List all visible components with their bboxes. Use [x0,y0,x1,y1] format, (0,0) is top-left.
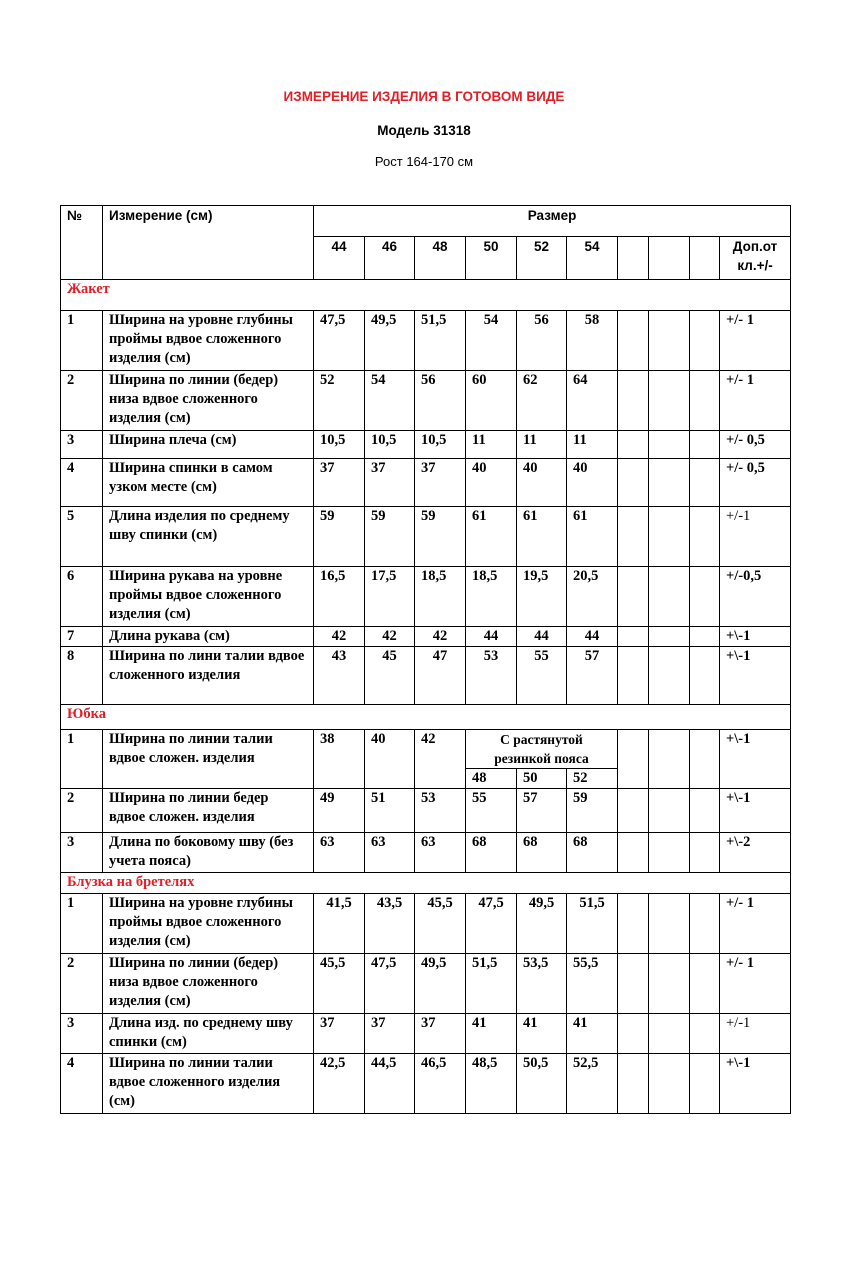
table-row: 1 Ширина по линии талии вдвое сложен. изделия 38 40 42 С растянутой резинкой пояса +\-1 [61,730,791,769]
model-number: Модель 31318 [377,123,471,138]
table-row: 3 Ширина плеча (см) 10,5 10,5 10,5 11 11 11 +/- 0,5 [61,431,791,459]
section-skirt [61,705,791,730]
header-row [61,206,791,237]
table-row: 3 Длина изд. по среднему шву спинки (см) 37 37 37 41 41 41 +/-1 [61,1014,791,1054]
table-row: 2 Ширина по линии (бедер) низа вдвое сложенного изделия (см) 45,5 47,5 49,5 51,5 53,5 55,5 +/- 1 [61,954,791,1014]
col-measure-header: Измерение (см) [103,206,314,280]
size-50: 50 [466,237,517,280]
table-row: 3 Длина по боковому шву (без учета пояса) 63 63 63 68 68 68 +\-2 [61,833,791,873]
col-tolerance-header: Доп.от кл.+/- [720,237,791,280]
size-48: 48 [415,237,466,280]
table-row: 2 Ширина по линии бедер вдвое сложен. изделия 49 51 53 55 57 59 +\-1 [61,789,791,833]
size-54: 54 [567,237,618,280]
size-46: 46 [365,237,415,280]
table-row: 8 Ширина по лини талии вдвое сложенного изделия 43 45 47 53 55 57 +\-1 [61,647,791,705]
document-title: ИЗМЕРЕНИЕ ИЗДЕЛИЯ В ГОТОВОМ ВИДЕ [283,89,565,104]
table-row: 4 Ширина спинки в самом узком месте (см) 37 37 37 40 40 40 +/- 0,5 [61,459,791,507]
table-row: 7 Длина рукава (см) 42 42 42 44 44 44 +\-1 [61,627,791,647]
height-range: Рост 164-170 см [374,154,474,169]
table-row: 1 Ширина на уровне глубины проймы вдвое сложенного изделия (см) 47,5 49,5 51,5 54 56 58 +/- 1 [61,311,791,371]
size-44: 44 [314,237,365,280]
table-row: 5 Длина изделия по среднему шву спинки (см) 59 59 59 61 61 61 +/-1 [61,507,791,567]
table-row: 2 Ширина по линии (бедер) низа вдвое сложенного изделия (см) 52 54 56 60 62 64 +/- 1 [61,371,791,431]
section-title: Юбка [61,705,791,730]
elastic-note: С растянутой резинкой пояса [466,730,618,769]
section-title: Жакет [61,280,791,311]
table-row: 1 Ширина на уровне глубины проймы вдвое сложенного изделия (см) 41,5 43,5 45,5 47,5 49,5 51,5 +/- 1 [61,894,791,954]
section-blouse [61,873,791,894]
elastic-sizes-row: 48 50 52 [61,769,791,789]
size-52: 52 [517,237,567,280]
col-size-header: Размер [314,206,791,237]
section-jacket [61,280,791,311]
table-row: 6 Ширина рукава на уровне проймы вдвое сложенного изделия (см) 16,5 17,5 18,5 18,5 19,5 20,5 +/-0,5 [61,567,791,627]
section-title: Блузка на бретелях [61,873,791,894]
table-row: 4 Ширина по линии талии вдвое сложенного изделия (см) 42,5 44,5 46,5 48,5 50,5 52,5 +\-1 [61,1054,791,1114]
measurement-table [60,205,791,1114]
col-num-header: № [61,206,103,280]
